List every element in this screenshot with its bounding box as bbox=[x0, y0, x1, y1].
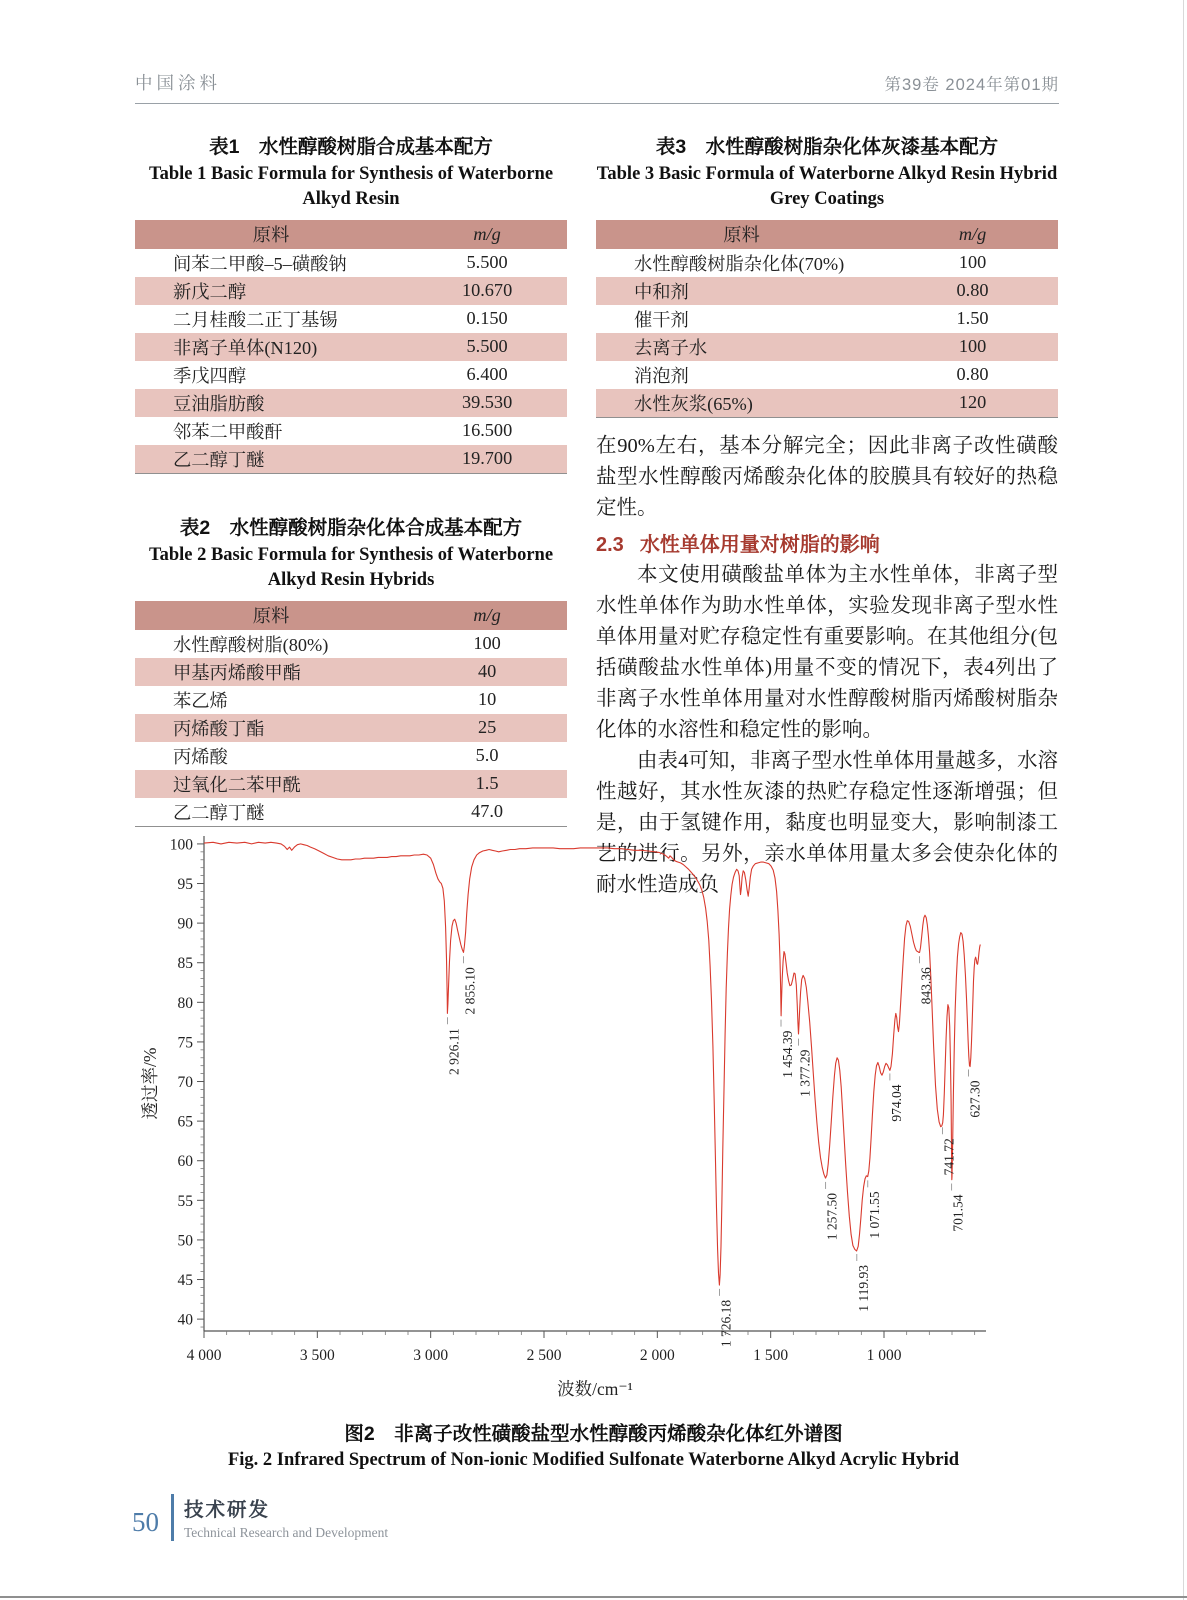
svg-text:3 500: 3 500 bbox=[299, 1347, 335, 1364]
material-cell: 非离子单体(N120) bbox=[173, 337, 318, 358]
peak-label: 1 454.39 bbox=[780, 1030, 796, 1078]
x-axis-title: 波数/cm⁻¹ bbox=[557, 1379, 633, 1399]
figure2-container bbox=[138, 826, 1058, 1426]
svg-text:2 500: 2 500 bbox=[526, 1347, 562, 1364]
material-cell: 去离子水 bbox=[634, 337, 708, 358]
ir-spectrum-chart bbox=[138, 826, 1058, 1426]
value-cell: 6.400 bbox=[466, 364, 508, 385]
peak-label: 1 257.50 bbox=[824, 1192, 840, 1241]
column-header-material: 原料 bbox=[723, 225, 760, 246]
svg-text:95: 95 bbox=[177, 876, 193, 894]
svg-text:45: 45 bbox=[177, 1272, 193, 1290]
peak-label: 2 855.10 bbox=[462, 967, 478, 1015]
value-cell: 10 bbox=[477, 689, 497, 710]
table-row bbox=[135, 686, 567, 714]
table1-header-row bbox=[135, 220, 567, 249]
material-cell: 水性醇酸树脂(80%) bbox=[173, 634, 329, 655]
svg-text:1 500: 1 500 bbox=[753, 1347, 789, 1364]
table-row bbox=[596, 361, 1058, 389]
material-cell: 苯乙烯 bbox=[173, 690, 228, 711]
table-row bbox=[596, 277, 1058, 305]
value-cell: 1.5 bbox=[475, 773, 499, 794]
table-row bbox=[135, 742, 567, 770]
peak-label: 1 071.55 bbox=[866, 1191, 882, 1239]
value-cell: 16.500 bbox=[461, 420, 513, 441]
table-row bbox=[596, 389, 1058, 417]
material-cell: 丙烯酸 bbox=[173, 746, 228, 767]
footer-section-en: Technical Research and Development bbox=[184, 1525, 389, 1540]
table1-body bbox=[135, 249, 567, 473]
right-column bbox=[596, 131, 1058, 901]
page-header bbox=[135, 70, 1059, 95]
table2-title-en: Table 2 Basic Formula for Synthesis of Waterborne Alkyd Resin Hybrids bbox=[148, 544, 554, 590]
material-cell: 豆油脂肪酸 bbox=[173, 393, 265, 414]
peak-label: 974.04 bbox=[888, 1084, 904, 1122]
value-cell: 19.700 bbox=[461, 448, 513, 469]
table-row bbox=[135, 333, 567, 361]
section-heading-2-3 bbox=[596, 528, 1058, 557]
material-cell: 二月桂酸二正丁基锡 bbox=[173, 309, 338, 330]
section-number: 2.3 bbox=[596, 533, 624, 556]
svg-text:40: 40 bbox=[177, 1311, 193, 1329]
value-cell: 5.500 bbox=[466, 336, 508, 357]
material-cell: 过氧化二苯甲酰 bbox=[173, 774, 301, 795]
material-cell: 乙二醇丁醚 bbox=[173, 449, 265, 470]
table1-block bbox=[135, 131, 567, 474]
table-row bbox=[135, 361, 567, 389]
material-cell: 新戊二醇 bbox=[173, 281, 247, 302]
value-cell: 47.0 bbox=[471, 801, 504, 822]
spectrum-curve bbox=[204, 842, 983, 1285]
value-cell: 5.500 bbox=[466, 252, 508, 273]
table3-block bbox=[596, 131, 1058, 418]
peak-label: 741.72 bbox=[941, 1138, 957, 1176]
table-row bbox=[135, 445, 567, 473]
column-header-mass: m/g bbox=[473, 223, 501, 244]
page-number: 50 bbox=[132, 1507, 159, 1537]
value-cell: 120 bbox=[958, 392, 987, 413]
svg-text:1 000: 1 000 bbox=[866, 1347, 902, 1364]
issue-info: 第39卷 2024年第01期 bbox=[884, 76, 1059, 94]
footer-section-zh: 技术研发 bbox=[184, 1499, 271, 1521]
table-row bbox=[596, 249, 1058, 277]
table-row bbox=[596, 305, 1058, 333]
svg-text:70: 70 bbox=[177, 1074, 193, 1092]
value-cell: 0.80 bbox=[956, 364, 989, 385]
value-cell: 100 bbox=[958, 336, 987, 357]
body-paragraph-continuation: 在90%左右，基本分解完全；因此非离子改性磺酸盐型水性醇酸丙烯酸杂化体的胶膜具有较好的热稳定性。 bbox=[596, 434, 1058, 519]
value-cell: 25 bbox=[477, 717, 497, 738]
material-cell: 季戊四醇 bbox=[173, 365, 247, 386]
value-cell: 1.50 bbox=[956, 308, 989, 329]
table2-body bbox=[135, 630, 567, 826]
value-cell: 100 bbox=[473, 633, 501, 654]
peak-label: 1 119.93 bbox=[855, 1265, 871, 1312]
body-paragraph-2: 本文使用磺酸盐单体为主水性单体，非离子型水性单体作为助水性单体，实验发现非离子型水性单体用量对贮存稳定性有重要影响。在其他组分(包括磺酸盐水性单体)用量不变的情况下，表4列出了非离子水性单体用量对水性醇酸树脂丙烯酸树脂杂化体的水溶性和稳定性的影响。 bbox=[596, 563, 1058, 741]
material-cell: 中和剂 bbox=[634, 281, 689, 302]
svg-text:100: 100 bbox=[169, 836, 193, 854]
table-row bbox=[135, 770, 567, 798]
table-row bbox=[135, 714, 567, 742]
table1-title-en: Table 1 Basic Formula for Synthesis of Waterborne Alkyd Resin bbox=[148, 164, 554, 209]
value-cell: 5.0 bbox=[475, 745, 499, 766]
table3 bbox=[596, 220, 1058, 418]
table-row bbox=[135, 277, 567, 305]
value-cell: 39.530 bbox=[461, 392, 513, 413]
material-cell: 水性醇酸树脂杂化体(70%) bbox=[634, 253, 845, 274]
svg-text:80: 80 bbox=[177, 994, 193, 1012]
peak-label: 627.30 bbox=[967, 1080, 983, 1118]
material-cell: 水性灰浆(65%) bbox=[634, 393, 753, 414]
material-cell: 催干剂 bbox=[634, 309, 689, 330]
footer-accent-bar bbox=[171, 1494, 174, 1541]
material-cell: 甲基丙烯酸甲酯 bbox=[173, 662, 301, 683]
value-cell: 100 bbox=[958, 252, 987, 273]
table-row bbox=[135, 305, 567, 333]
svg-text:3 000: 3 000 bbox=[413, 1347, 449, 1364]
peak-label: 1 377.29 bbox=[797, 1049, 813, 1097]
body-paragraph-3: 由表4可知，非离子型水性单体用量越多，水溶性越好，其水性灰漆的热贮存稳定性逐渐增强；但是，由于氢键作用，黏度也明显变大，影响制漆工艺的进行。另外，亲水单体用量太多会使杂化体的耐水性造成负 bbox=[596, 749, 1058, 896]
table3-title-zh: 表3 水性醇酸树脂杂化体灰漆基本配方 bbox=[655, 136, 999, 158]
svg-text:4 000: 4 000 bbox=[186, 1347, 222, 1364]
footer-section bbox=[184, 1494, 388, 1541]
peak-label: 1 726.18 bbox=[718, 1299, 734, 1348]
page-footer bbox=[132, 1494, 388, 1541]
table2 bbox=[135, 601, 567, 827]
svg-text:65: 65 bbox=[177, 1113, 193, 1131]
svg-text:85: 85 bbox=[177, 955, 193, 973]
material-cell: 乙二醇丁醚 bbox=[173, 802, 265, 823]
value-cell: 0.80 bbox=[956, 280, 989, 301]
column-header-material: 原料 bbox=[252, 606, 290, 627]
svg-text:50: 50 bbox=[177, 1232, 193, 1250]
svg-text:90: 90 bbox=[177, 915, 193, 933]
table3-header-row bbox=[596, 220, 1058, 249]
table1-title-zh: 表1 水性醇酸树脂合成基本配方 bbox=[209, 136, 493, 158]
svg-text:55: 55 bbox=[177, 1192, 193, 1210]
table-row bbox=[135, 798, 567, 826]
column-header-material: 原料 bbox=[252, 225, 290, 246]
table-row bbox=[135, 658, 567, 686]
table2-block bbox=[135, 512, 567, 827]
table-row bbox=[135, 417, 567, 445]
material-cell: 丙烯酸丁酯 bbox=[173, 718, 265, 739]
table-row bbox=[135, 249, 567, 277]
svg-text:60: 60 bbox=[177, 1153, 193, 1171]
scan-edge-right bbox=[1183, 0, 1184, 1600]
value-cell: 40 bbox=[477, 661, 497, 682]
table1 bbox=[135, 220, 567, 474]
figure2-caption-en: Fig. 2 Infrared Spectrum of Non-ionic Modified Sulfonate Waterborne Alkyd Acrylic Hybrid bbox=[227, 1450, 960, 1470]
journal-name: 中国涂料 bbox=[135, 73, 221, 93]
left-column bbox=[135, 131, 567, 827]
column-header-mass: m/g bbox=[958, 223, 987, 244]
table2-header-row bbox=[135, 601, 567, 630]
value-cell: 10.670 bbox=[461, 280, 513, 301]
section-title: 水性单体用量对树脂的影响 bbox=[639, 533, 880, 556]
column-header-mass: m/g bbox=[473, 604, 501, 625]
material-cell: 间苯二甲酸–5–磺酸钠 bbox=[173, 253, 347, 274]
peak-label: 2 926.11 bbox=[446, 1028, 462, 1075]
table-row bbox=[135, 389, 567, 417]
table-row bbox=[135, 630, 567, 658]
table3-title-en: Table 3 Basic Formula of Waterborne Alkyd Resin Hybrid Grey Coatings bbox=[596, 164, 1058, 209]
figure2-caption-zh: 图2 非离子改性磺酸盐型水性醇酸丙烯酸杂化体红外谱图 bbox=[344, 1423, 843, 1445]
header-rule bbox=[135, 103, 1059, 104]
svg-text:2 000: 2 000 bbox=[639, 1347, 675, 1364]
material-cell: 邻苯二甲酸酐 bbox=[173, 421, 283, 442]
table2-title-zh: 表2 水性醇酸树脂杂化体合成基本配方 bbox=[179, 516, 523, 539]
value-cell: 0.150 bbox=[466, 308, 508, 329]
peak-label: 843.36 bbox=[918, 967, 934, 1005]
svg-text:75: 75 bbox=[177, 1034, 193, 1052]
table-row bbox=[596, 333, 1058, 361]
table3-body bbox=[596, 249, 1058, 417]
scan-edge-bottom bbox=[0, 1596, 1187, 1598]
peak-label: 701.54 bbox=[950, 1194, 966, 1232]
y-axis-title: 透过率/% bbox=[140, 1047, 160, 1120]
material-cell: 消泡剂 bbox=[634, 365, 689, 386]
